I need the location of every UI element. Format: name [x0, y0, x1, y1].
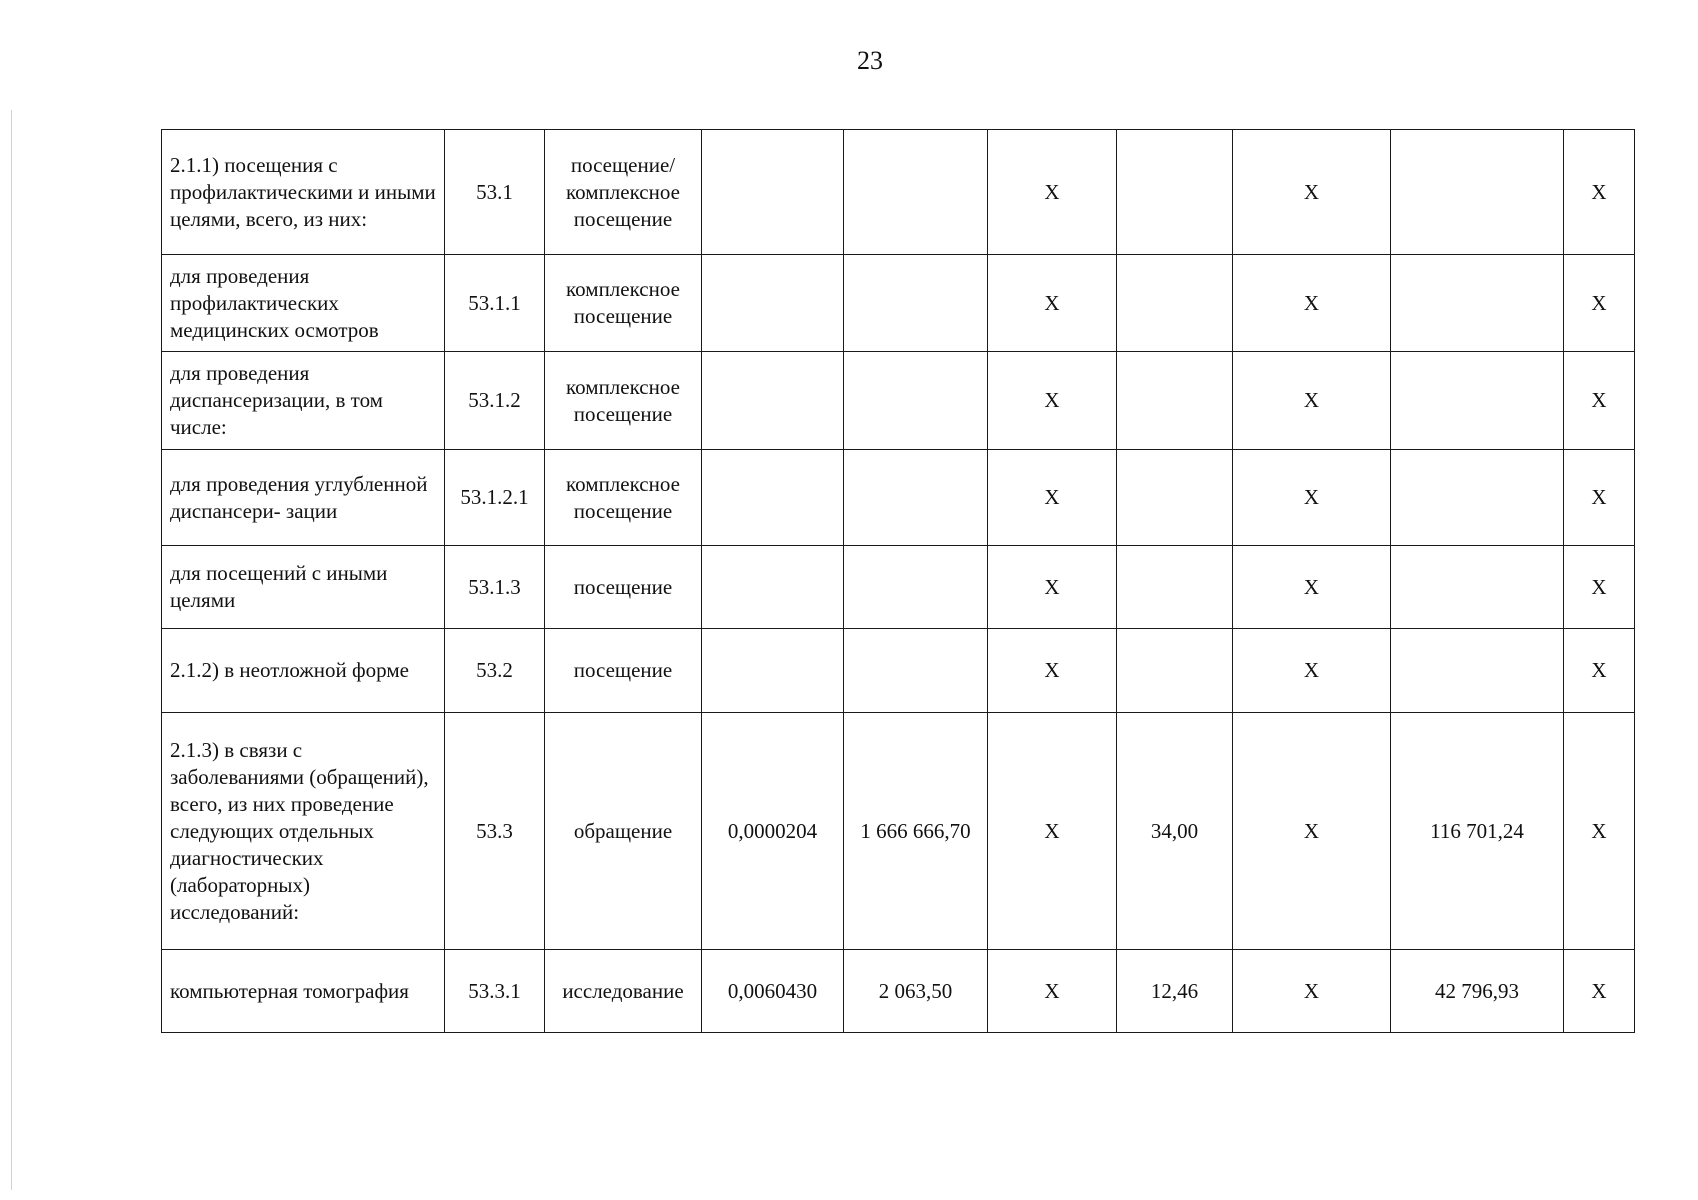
row-name-cell: для посещений с иными целями: [162, 546, 445, 629]
row-code-cell: 53.1.2.1: [445, 450, 545, 546]
value-cell: X: [988, 130, 1117, 255]
table-row: [162, 546, 1635, 629]
table-row: [162, 629, 1635, 713]
value-cell: [844, 629, 988, 713]
row-code-cell: 53.3: [445, 713, 545, 950]
table-row: [162, 255, 1635, 352]
value-cell: [844, 450, 988, 546]
row-name-cell: 2.1.3) в связи с заболеваниями (обращений), всего, из них проведение следующих отдельных диагностических (лабораторных) исследований:: [162, 713, 445, 950]
value-cell: [702, 546, 844, 629]
value-cell: X: [988, 546, 1117, 629]
value-cell: 34,00: [1117, 713, 1233, 950]
value-cell: X: [1233, 450, 1391, 546]
row-code-cell: 53.3.1: [445, 950, 545, 1033]
value-cell: [1391, 255, 1564, 352]
table-row: [162, 950, 1635, 1033]
value-cell: X: [1564, 546, 1635, 629]
table-row: [162, 450, 1635, 546]
value-cell: X: [1564, 130, 1635, 255]
page-number: 23: [857, 46, 883, 75]
value-cell: X: [988, 450, 1117, 546]
value-cell: X: [1564, 255, 1635, 352]
row-name-cell: для проведения углубленной диспансери- зации: [162, 450, 445, 546]
value-cell: [1391, 450, 1564, 546]
value-cell: [1117, 255, 1233, 352]
scan-edge-line: [11, 110, 12, 1190]
value-cell: 116 701,24: [1391, 713, 1564, 950]
value-cell: X: [1564, 352, 1635, 450]
table-row: [162, 352, 1635, 450]
row-unit-cell: комплексное посещение: [545, 450, 702, 546]
row-code-cell: 53.1.1: [445, 255, 545, 352]
row-code-cell: 53.1.2: [445, 352, 545, 450]
value-cell: X: [1564, 950, 1635, 1033]
row-name-cell: компьютерная томография: [162, 950, 445, 1033]
value-cell: [844, 546, 988, 629]
value-cell: 42 796,93: [1391, 950, 1564, 1033]
table-row: [162, 130, 1635, 255]
value-cell: [1117, 629, 1233, 713]
row-unit-cell: комплексное посещение: [545, 352, 702, 450]
value-cell: X: [988, 713, 1117, 950]
value-cell: [1391, 130, 1564, 255]
value-cell: X: [1233, 130, 1391, 255]
value-cell: [844, 352, 988, 450]
value-cell: X: [1233, 546, 1391, 629]
row-name-cell: для проведения диспансеризации, в том числе:: [162, 352, 445, 450]
row-unit-cell: исследование: [545, 950, 702, 1033]
row-code-cell: 53.2: [445, 629, 545, 713]
value-cell: [702, 450, 844, 546]
data-table: [161, 129, 1635, 1033]
row-unit-cell: посещение: [545, 546, 702, 629]
value-cell: [1391, 629, 1564, 713]
row-unit-cell: обращение: [545, 713, 702, 950]
value-cell: [1391, 352, 1564, 450]
value-cell: X: [1233, 713, 1391, 950]
value-cell: [702, 130, 844, 255]
value-cell: X: [988, 950, 1117, 1033]
value-cell: 0,0060430: [702, 950, 844, 1033]
row-name-cell: для проведения профилактических медицинских осмотров: [162, 255, 445, 352]
value-cell: X: [1564, 629, 1635, 713]
table-row: [162, 713, 1635, 950]
value-cell: X: [988, 255, 1117, 352]
value-cell: [702, 255, 844, 352]
value-cell: [1117, 352, 1233, 450]
value-cell: 0,0000204: [702, 713, 844, 950]
value-cell: [702, 352, 844, 450]
value-cell: [844, 130, 988, 255]
row-name-cell: 2.1.2) в неотложной форме: [162, 629, 445, 713]
value-cell: [1117, 130, 1233, 255]
value-cell: 2 063,50: [844, 950, 988, 1033]
value-cell: [1117, 546, 1233, 629]
value-cell: X: [1564, 713, 1635, 950]
value-cell: 12,46: [1117, 950, 1233, 1033]
value-cell: X: [1233, 629, 1391, 713]
row-unit-cell: комплексное посещение: [545, 255, 702, 352]
row-code-cell: 53.1.3: [445, 546, 545, 629]
row-name-cell: 2.1.1) посещения с профилактическими и иными целями, всего, из них:: [162, 130, 445, 255]
value-cell: [1391, 546, 1564, 629]
value-cell: X: [988, 352, 1117, 450]
row-code-cell: 53.1: [445, 130, 545, 255]
value-cell: 1 666 666,70: [844, 713, 988, 950]
value-cell: [702, 629, 844, 713]
value-cell: [844, 255, 988, 352]
value-cell: X: [1233, 255, 1391, 352]
row-unit-cell: посещение/ комплексное посещение: [545, 130, 702, 255]
value-cell: X: [1233, 352, 1391, 450]
value-cell: [1117, 450, 1233, 546]
value-cell: X: [988, 629, 1117, 713]
value-cell: X: [1233, 950, 1391, 1033]
row-unit-cell: посещение: [545, 629, 702, 713]
value-cell: X: [1564, 450, 1635, 546]
